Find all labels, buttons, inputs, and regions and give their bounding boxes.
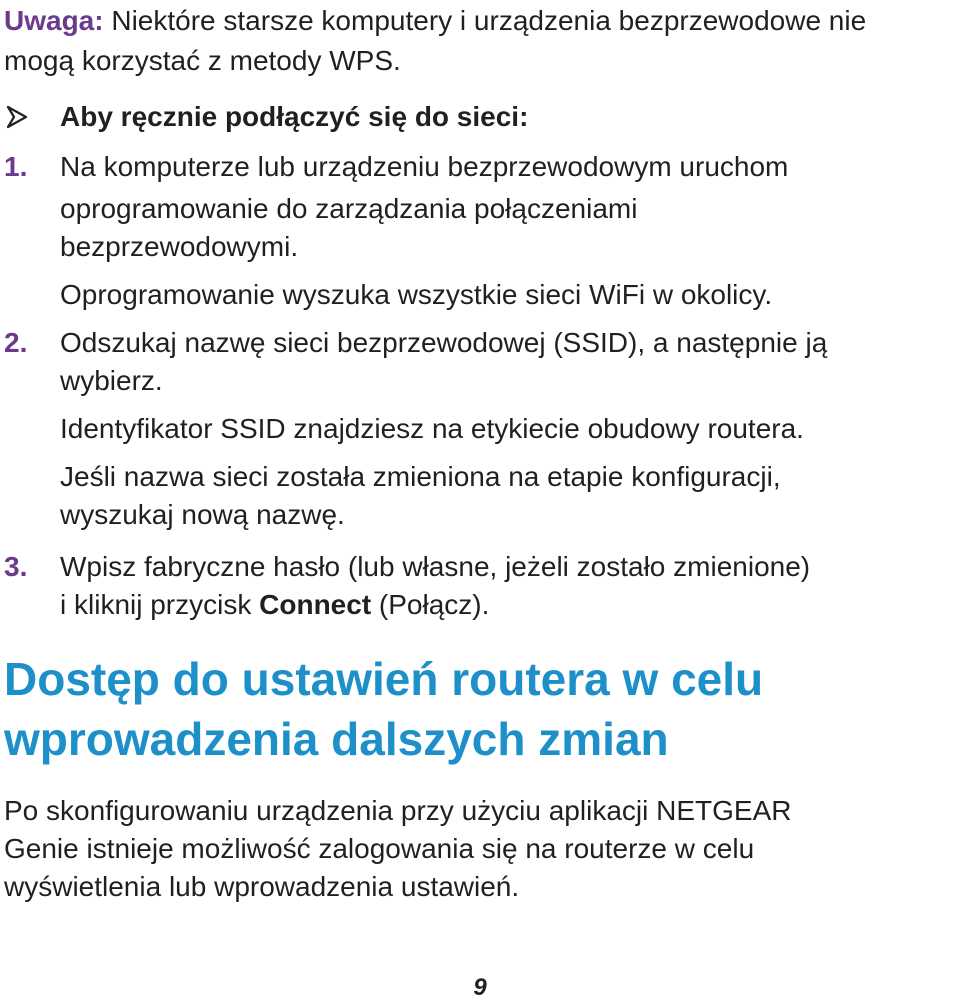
arrow-bullet-icon [4,100,30,134]
step-2-note-2-line-1: Jeśli nazwa sieci została zmieniona na etapie konfiguracji, [60,461,781,492]
step-2-note-2-line-2: wyszukaj nową nazwę. [60,499,345,530]
step-number: 2. [4,327,28,358]
step-1-note: Oprogramowanie wyszuka wszystkie sieci WiFi w okolicy. [60,279,773,310]
paragraph-line-1: Po skonfigurowaniu urządzenia przy użyciu aplikacji NETGEAR [4,795,792,826]
section-heading-line-1: Dostęp do ustawień routera w celu [4,653,764,705]
step-1-line-3: bezprzewodowymi. [60,231,299,262]
section-heading-line-2: wprowadzenia dalszych zmian [4,713,669,765]
connect-label: Connect [259,589,372,620]
step-number: 3. [4,551,28,582]
note-line-1 [4,4,866,38]
step-3-line-1: Wpisz fabryczne hasło (lub własne, jeżeli zostało zmienione) [60,551,811,582]
step-3-line-2 [60,588,489,622]
step-3-text-before: i kliknij przycisk [60,589,260,620]
step-1-line-2: oprogramowanie do zarządzania połączeniami [60,193,638,224]
manual-section-title: Aby ręcznie podłączyć się do sieci: [60,101,529,132]
page-number: 9 [473,974,487,1001]
note-line-2: mogą korzystać z metody WPS. [4,45,401,76]
note-text-1: Niektóre starsze komputery i urządzenia bezprzewodowe nie [103,5,867,36]
paragraph-line-2: Genie istnieje możliwość zalogowania się na routerze w celu [4,833,755,864]
step-3-text-after: (Połącz). [371,589,490,620]
step-1-line-1: Na komputerze lub urządzeniu bezprzewodowym uruchom [60,151,789,182]
step-2-note-1: Identyfikator SSID znajdziesz na etykiecie obudowy routera. [60,413,804,444]
paragraph-line-3: wyświetlenia lub wprowadzenia ustawień. [4,871,520,902]
step-2-line-2: wybierz. [60,365,163,396]
note-label: Uwaga: [4,5,104,36]
step-2-line-1: Odszukaj nazwę sieci bezprzewodowej (SSID), a następnie ją [60,327,828,358]
step-number: 1. [4,151,28,182]
